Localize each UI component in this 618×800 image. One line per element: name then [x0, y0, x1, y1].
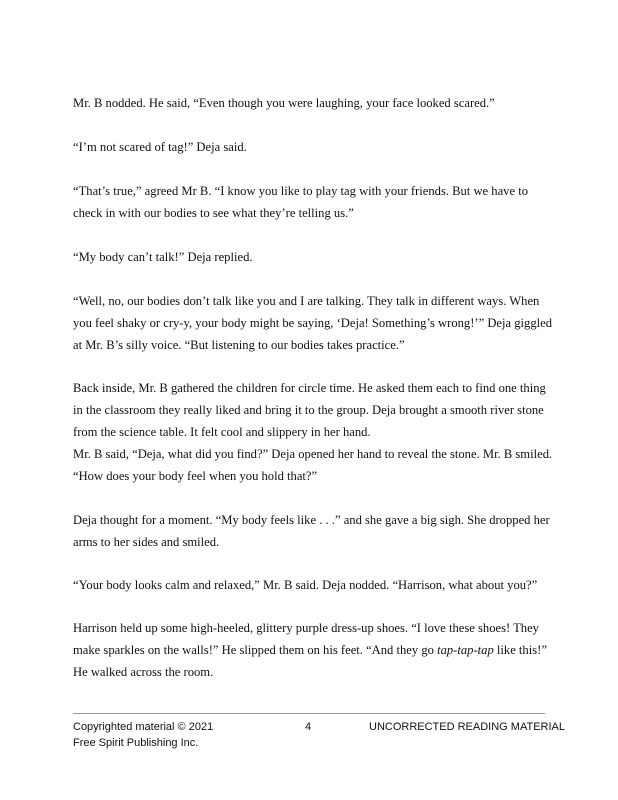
paragraph-text: Harrison held up some high-heeled, glittery purple dress-up shoes. “I love these shoes! They make sparkles on the walls!” He slipped them on his feet. “And they go tap-tap-tap like this!” He walked across the room. — [73, 621, 547, 679]
footer-publisher: Free Spirit Publishing Inc. — [73, 737, 199, 749]
paragraph-1 — [73, 92, 553, 114]
paragraph-5 — [73, 290, 553, 356]
paragraph-text: “Your body looks calm and relaxed,” Mr. B said. Deja nodded. “Harrison, what about you?” — [73, 578, 538, 592]
paragraph-text-span: Mr. B said, “Deja, what did you find?” Deja opened her hand to reveal the stone. Mr. B smiled. “How does your body feel when you hold that?” — [73, 447, 553, 483]
paragraph-text: “Well, no, our bodies don’t talk like you and I are talking. They talk in different ways. When you feel shaky or cry-y, your body might be saying, ‘Deja! Something’s wrong!’” Deja giggled at Mr. B’s silly voice. “But listening to our bodies takes practice.” — [73, 294, 553, 352]
paragraph-6 — [73, 377, 553, 443]
paragraph-text: Back inside, Mr. B gathered the children for circle time. He asked them each to find one thing in the classroom they really liked and bring it to the group. Deja brought a smooth river stone from the science table. It felt cool and slippery in her hand. — [73, 381, 546, 439]
paragraph-text: “I’m not scared of tag!” Deja said. — [73, 140, 247, 154]
footer-divider — [73, 713, 545, 714]
paragraph-9 — [73, 574, 553, 596]
italic-emphasis: tap-tap-tap — [437, 643, 494, 657]
paragraph-text — [73, 443, 553, 487]
paragraph-2 — [73, 136, 553, 158]
paragraph-8 — [73, 509, 553, 553]
paragraph-text: Deja thought for a moment. “My body feels like . . .” and she gave a big sigh. She dropped her arms to her sides and smiled. — [73, 513, 550, 549]
paragraph-3 — [73, 180, 553, 224]
paragraph-text: Mr. B nodded. He said, “Even though you were laughing, your face looked scared.” — [73, 96, 495, 110]
footer-copyright: Copyrighted material © 2021 — [73, 721, 214, 733]
paragraph-7 — [73, 443, 553, 487]
paragraph-10 — [73, 617, 553, 683]
paragraph-text: “My body can’t talk!” Deja replied. — [73, 250, 253, 264]
paragraph-text: “That’s true,” agreed Mr B. “I know you like to play tag with your friends. But we have to check in with our bodies to see what they’re telling us.” — [73, 184, 529, 220]
footer-notice: UNCORRECTED READING MATERIAL — [369, 721, 565, 733]
paragraph-4 — [73, 246, 553, 268]
footer-page-number: 4 — [305, 721, 312, 733]
